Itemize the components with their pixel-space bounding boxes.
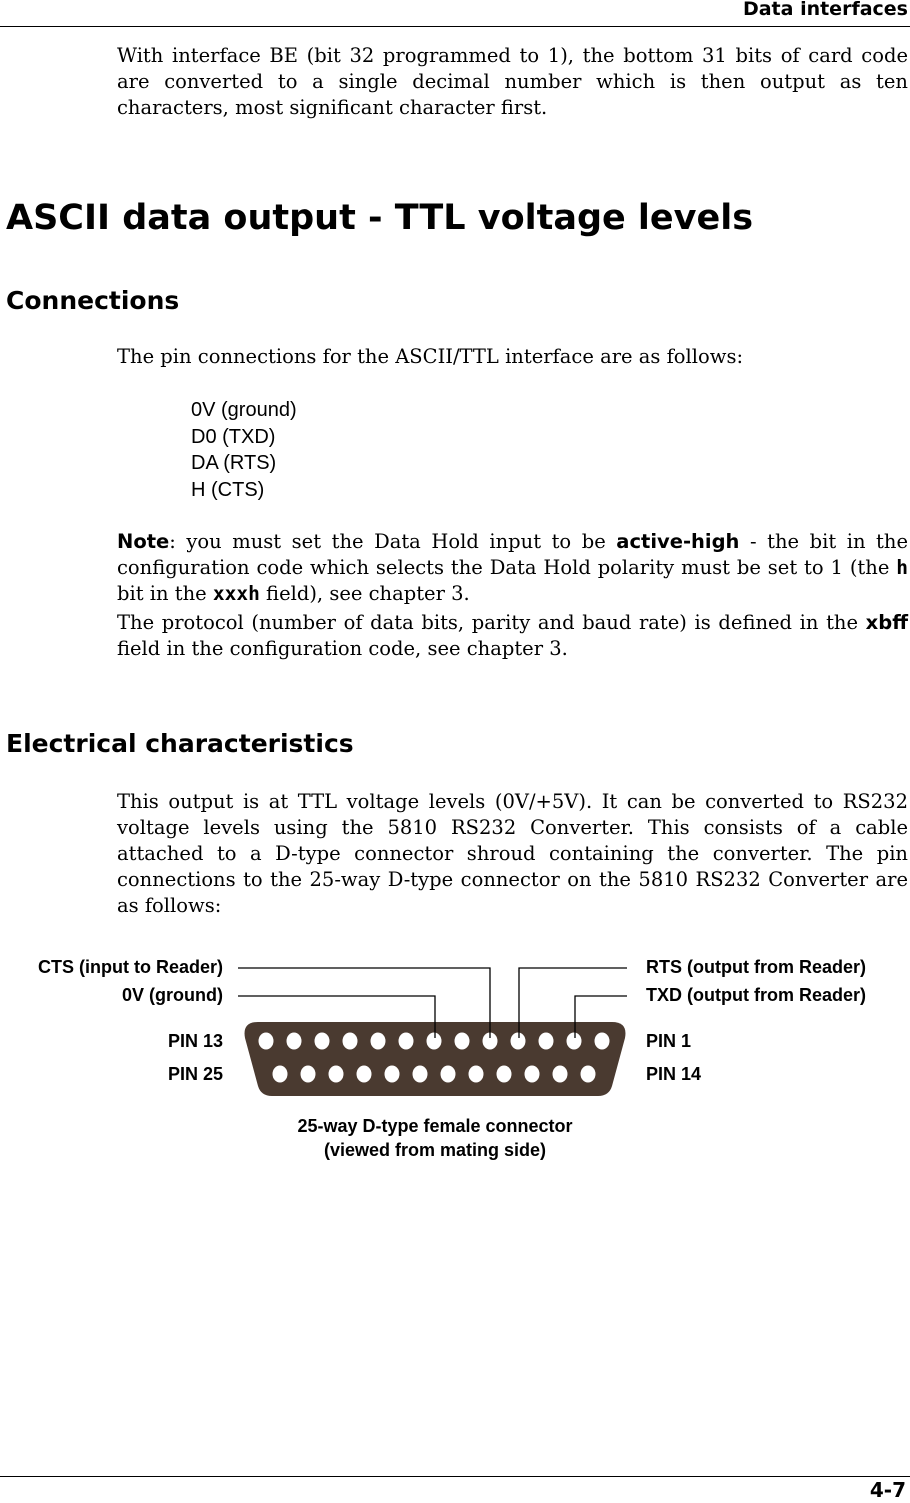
- note-text: : you must set the Data Hold input to be: [169, 530, 617, 553]
- pin1-label: PIN 1: [646, 1031, 692, 1051]
- pin-list-item: 0V (ground): [191, 399, 297, 421]
- pin-hole: [581, 1066, 596, 1083]
- pin-hole: [469, 1066, 484, 1083]
- note-text: - the bit in the configuration code which selects the Data Hold polarity must be set to 1 (the: [117, 530, 908, 579]
- txd-label: TXD (output from Reader): [646, 985, 866, 1005]
- connections-heading: Connections: [6, 286, 180, 315]
- note-label: Note: [117, 530, 170, 553]
- pin-hole: [497, 1066, 512, 1083]
- pin14-label: PIN 14: [646, 1064, 702, 1084]
- protocol-text: The protocol (number of data bits, parity and baud rate) is defined in the: [117, 611, 866, 634]
- pin-hole: [525, 1066, 540, 1083]
- pin-list-item: D0 (TXD): [191, 425, 276, 448]
- pin-hole: [511, 1033, 526, 1050]
- page-number: 4-7: [869, 1478, 906, 1502]
- connector-caption-line2: (viewed from mating side): [323, 1140, 547, 1160]
- pin-hole: [539, 1033, 554, 1050]
- pin-hole: [595, 1033, 610, 1050]
- pin25-label: PIN 25: [167, 1064, 223, 1084]
- ground-label: 0V (ground): [122, 985, 223, 1005]
- footer-rule: [0, 1476, 910, 1477]
- connections-intro: The pin connections for the ASCII/TTL interface are as follows:: [117, 345, 744, 368]
- pin-hole: [385, 1066, 400, 1083]
- intro-paragraph: With interface BE (bit 32 programmed to 1), the bottom 31 bits of card code are converted to a single decimal number which is then output as ten characters, most significant character first.: [117, 44, 908, 119]
- header-title: Data interfaces: [742, 0, 908, 20]
- pin-hole: [301, 1066, 316, 1083]
- note-text: field), see chapter 3.: [259, 582, 470, 605]
- pin-hole: [455, 1033, 470, 1050]
- pin-hole: [259, 1033, 274, 1050]
- pin-hole: [371, 1033, 386, 1050]
- pin-hole: [329, 1066, 344, 1083]
- electrical-paragraph: This output is at TTL voltage levels (0V/+5V). It can be converted to RS232 voltage levels using the 5810 RS232 Converter. This consists of a cable attached to a D-type connector shroud containing the converter. The pin connections to the 25-way D-type connector on the 5810 RS232 Converter are as follows:: [117, 790, 908, 917]
- pin-hole: [273, 1066, 288, 1083]
- cts-label: CTS (input to Reader): [38, 957, 223, 977]
- protocol-text: field in the configuration code, see chapter 3.: [117, 637, 568, 660]
- connector-caption-line1: 25-way D-type female connector: [297, 1116, 573, 1136]
- pin-list-item: DA (RTS): [191, 452, 277, 474]
- note-text: bit in the: [117, 582, 213, 605]
- pin-list: [191, 397, 297, 503]
- pin-hole: [343, 1033, 358, 1050]
- rts-label: RTS (output from Reader): [646, 957, 866, 977]
- page-header: [0, 0, 910, 27]
- note-emphasis: active-high: [616, 530, 740, 553]
- pin-hole: [567, 1033, 582, 1050]
- pin-hole: [315, 1033, 330, 1050]
- pin-hole: [413, 1066, 428, 1083]
- protocol-paragraph: [117, 610, 908, 662]
- pin-hole: [553, 1066, 568, 1083]
- section-title: ASCII data output - TTL voltage levels: [6, 198, 754, 238]
- pin13-label: PIN 13: [167, 1031, 223, 1051]
- pin-hole: [357, 1066, 372, 1083]
- protocol-emphasis: xbff: [865, 611, 908, 634]
- pin-list-item: H (CTS): [191, 478, 265, 501]
- electrical-heading: Electrical characteristics: [6, 729, 354, 758]
- connector-diagram: [0, 940, 910, 1180]
- note-code: xxxh: [212, 582, 260, 605]
- pin-hole: [441, 1066, 456, 1083]
- note-paragraph: [117, 529, 908, 607]
- pin-hole: [287, 1033, 302, 1050]
- pin-hole: [399, 1033, 414, 1050]
- note-code: h: [896, 556, 908, 579]
- pin-hole: [427, 1033, 442, 1050]
